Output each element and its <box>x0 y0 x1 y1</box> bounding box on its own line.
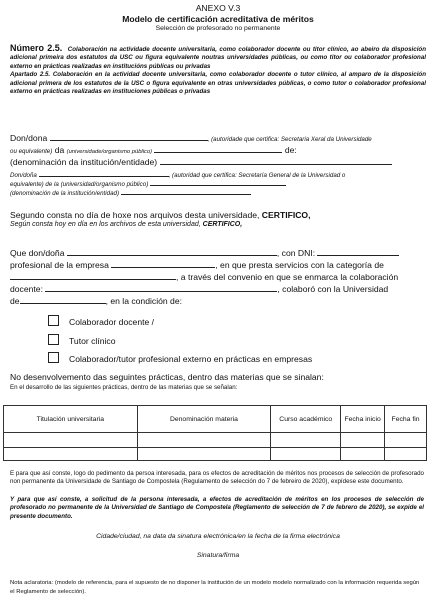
table-cell[interactable] <box>385 448 427 461</box>
document-subtitle: Selección de profesorado no permanente <box>155 25 281 32</box>
dni-field[interactable] <box>317 248 399 256</box>
certifier-line-2: ou equivalente) da (universidade/organismo público) de: <box>10 145 297 155</box>
person-name-field[interactable] <box>67 248 277 256</box>
category-field[interactable] <box>10 272 176 280</box>
body-line-2: profesional de la empresa , en que presta servicios con la categoría de <box>10 260 384 270</box>
certifier-es-line-1: Don/doña , (autoridad que certifica: Secretaría General de la Universidad o <box>10 172 346 179</box>
header-fecha-inicio: Fecha inicio <box>341 406 385 433</box>
document-title: Modelo de certificación acreditativa de méritos <box>122 14 314 24</box>
checkbox[interactable] <box>48 334 59 345</box>
company-field[interactable] <box>111 260 215 268</box>
body-line-5: de , en la condición de: <box>10 296 183 306</box>
certifier-line-3: (denominación da institución/entidade) <box>10 157 392 167</box>
annex-number: ANEXO V.3 <box>195 3 241 13</box>
header-curso: Curso académico <box>271 406 341 433</box>
section-heading <box>10 44 426 96</box>
table-cell[interactable] <box>341 448 385 461</box>
table-cell[interactable] <box>137 433 271 448</box>
table-cell[interactable] <box>4 433 138 448</box>
certifier-name-field[interactable] <box>50 133 208 141</box>
body-line-1: Que don/doña , con DNI: <box>10 248 399 258</box>
header-fecha-fin: Fecha fin <box>385 406 427 433</box>
body-line-4: docente: , colaboró con la Universidad <box>10 284 389 294</box>
option-tutor-clinico[interactable]: Tutor clínico <box>48 334 116 346</box>
section-text-galician: Colaboración na actividade docente universitaria, como colaborador docente ou titor clínico, ao abeiro da disposición adicional primeira dos estatutos da USC ou figura equivalente noutras universidades públicas, ou como titor ou colaborador profesional externo en prácticas realizadas en institucións públicas ou privadas <box>10 46 426 70</box>
header-denominacion: Denominación materia <box>137 406 271 433</box>
university-field-es[interactable] <box>150 179 286 186</box>
institution-field-es[interactable] <box>121 188 251 195</box>
checkbox[interactable] <box>48 352 59 363</box>
table-cell[interactable] <box>4 448 138 461</box>
certifier-es-line-2: equivalente) de la (universidad/organismo público) <box>10 179 286 189</box>
closing-galician: E para que así conste, logo do pedimento da persoa interesada, para os efectos de acreditación de méritos nos procesos de selección de profesorado non permanente da Universidade de Santiago de Compostela (Regulamento de selección do 7 de febreiro de 2020), expídese este documento. <box>10 470 424 486</box>
certifier-es-line-3: (denominación de la institución/entidad) <box>10 188 251 198</box>
clarifying-note: Nota aclaratoria: (modelo de referencia, para el supuesto de no disponer la institución de un modelo modelo normalizado con la información requerida según el Reglamento de selección). <box>10 580 420 595</box>
table-header-row <box>4 406 427 433</box>
table-cell[interactable] <box>137 448 271 461</box>
section-number: Número 2.5. <box>10 43 63 53</box>
institution-field[interactable] <box>160 157 392 165</box>
table-row <box>4 433 427 448</box>
table-cell[interactable] <box>271 448 341 461</box>
header-titulacion: Titulación universitaria <box>4 406 138 433</box>
table-cell[interactable] <box>271 433 341 448</box>
table-row <box>4 448 427 461</box>
place-date-line: Cidade/ciudad, na data da sinatura electrónica/en la fecha de la firma electrónica <box>96 533 340 540</box>
table-cell[interactable] <box>341 433 385 448</box>
practicas-table <box>3 405 427 461</box>
option-colaborador-externo[interactable]: Colaborador/tutor profesional externo en prácticas en empresas <box>48 352 312 364</box>
practicas-galician: No desenvolvemento das seguintes prácticas, dentro das materias que se sinalan: <box>10 372 324 382</box>
university-name-field[interactable] <box>20 296 106 304</box>
consta-galician: Segundo consta no día de hoxe nos arquivos desta universidade, CERTIFICO, <box>10 210 311 220</box>
certifier-line-1: Don/dona , (autoridade que certifica: Secretaria Xeral da Universidade <box>10 133 372 143</box>
body-line-3: , a través del convenio en que se enmarca la colaboración <box>10 272 398 282</box>
checkbox[interactable] <box>48 315 59 326</box>
university-field[interactable] <box>154 145 282 153</box>
section-text-spanish: Apartado 2.5. Colaboración en la actividad docente universitaria, como colaborador docente o tutor clínico, al amparo de la disposición adicional primera de los estatutos de la USC o figura equivalente en otras universidades públicas, o como tutor o colaborador profesional externo en prácticas realizadas en instituciones públicas o privadas <box>10 71 426 96</box>
certifier-name-field-es[interactable] <box>39 170 169 177</box>
table-cell[interactable] <box>385 433 427 448</box>
practicas-spanish: En el desarrollo de las siguientes prácticas, dentro de las materias que se señalan: <box>10 384 238 391</box>
closing-spanish: Y para que así conste, a solicitud de la persona interesada, a efectos de acreditación de méritos en los procesos de selección de profesorado no permanente de la Universidad de Santiago de Compostela (Reglamento de selección de 7 de febrero de 2020), se expide el presente documento. <box>10 496 424 520</box>
agreement-field[interactable] <box>45 284 277 292</box>
option-colaborador-docente[interactable]: Colaborador docente / <box>48 315 154 327</box>
consta-spanish: Según consta hoy en día en los archivos de esta universidad, CERTIFICO, <box>10 221 243 228</box>
signature-label: Sinatura/firma <box>196 552 240 559</box>
